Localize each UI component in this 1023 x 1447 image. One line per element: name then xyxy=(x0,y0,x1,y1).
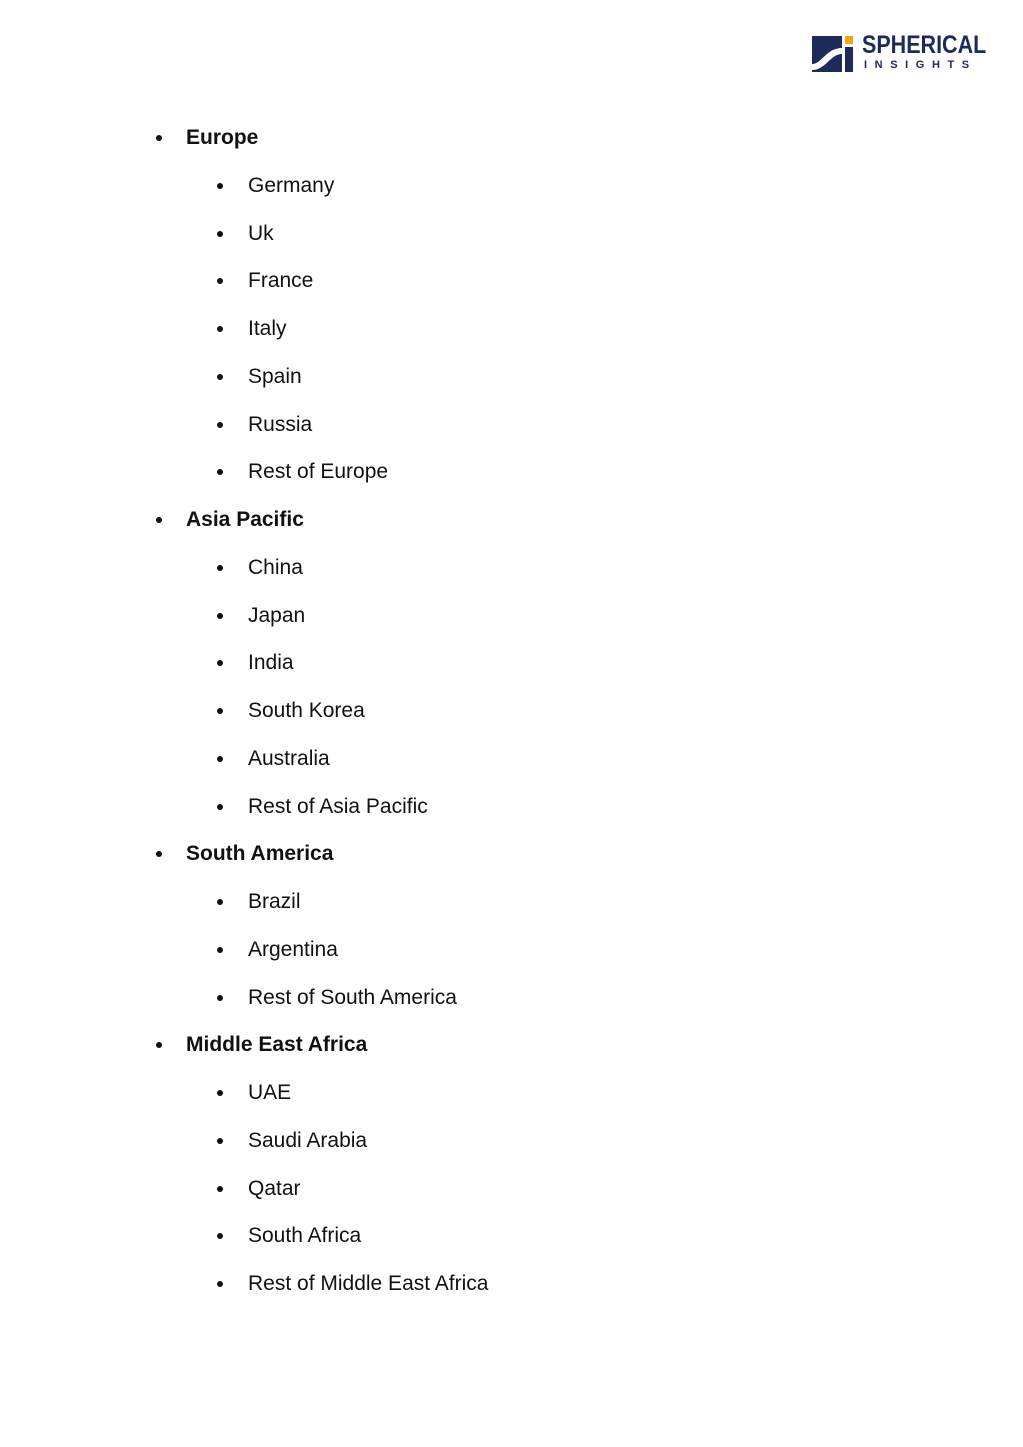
bullet-icon xyxy=(217,947,223,953)
country-item xyxy=(0,450,1023,498)
bullet-icon xyxy=(217,469,223,475)
region-label: Europe xyxy=(186,126,259,149)
brand-logo xyxy=(812,32,992,74)
region-list xyxy=(0,116,1023,1310)
bullet-icon xyxy=(217,231,223,237)
bullet-icon xyxy=(217,660,223,666)
country-item xyxy=(0,880,1023,928)
country-label: Rest of South America xyxy=(248,985,457,1009)
country-label: Qatar xyxy=(248,1176,301,1200)
country-item xyxy=(0,1071,1023,1119)
country-label: Australia xyxy=(248,746,330,770)
country-item xyxy=(0,1262,1023,1310)
country-item xyxy=(0,307,1023,355)
country-item xyxy=(0,641,1023,689)
bullet-icon xyxy=(156,517,162,523)
country-item xyxy=(0,259,1023,307)
country-label: Saudi Arabia xyxy=(248,1128,368,1152)
spherical-insights-logo-icon xyxy=(812,34,854,72)
bullet-icon xyxy=(156,851,162,857)
brand-name: SPHERICAL xyxy=(862,31,987,59)
country-label: UAE xyxy=(248,1081,292,1104)
bullet-icon xyxy=(217,422,223,428)
country-label: Argentina xyxy=(248,937,338,961)
bullet-icon xyxy=(217,899,223,905)
bullet-icon xyxy=(217,613,223,619)
region-item xyxy=(0,498,1023,546)
country-item xyxy=(0,546,1023,594)
bullet-icon xyxy=(217,1090,223,1096)
brand-subtitle: INSIGHTS xyxy=(864,59,977,71)
bullet-icon xyxy=(217,804,223,810)
bullet-icon xyxy=(156,1042,162,1048)
bullet-icon xyxy=(217,183,223,189)
bullet-icon xyxy=(217,326,223,332)
country-label: South Africa xyxy=(248,1224,362,1248)
region-label: Asia Pacific xyxy=(186,508,304,531)
country-label: India xyxy=(248,651,294,675)
bullet-icon xyxy=(217,995,223,1001)
bullet-icon xyxy=(217,756,223,762)
country-item xyxy=(0,928,1023,976)
country-item xyxy=(0,1119,1023,1167)
country-label: Rest of Europe xyxy=(248,460,389,484)
country-item xyxy=(0,164,1023,212)
bullet-icon xyxy=(217,1233,223,1239)
country-label: Uk xyxy=(248,221,274,245)
region-item xyxy=(0,1023,1023,1071)
country-label: Italy xyxy=(248,317,287,340)
bullet-icon xyxy=(217,1138,223,1144)
country-item xyxy=(0,1167,1023,1215)
bullet-icon xyxy=(217,374,223,380)
bullet-icon xyxy=(217,565,223,571)
country-item xyxy=(0,355,1023,403)
country-label: Rest of Middle East Africa xyxy=(248,1272,489,1295)
country-label: Germany xyxy=(248,173,335,197)
country-label: Rest of Asia Pacific xyxy=(248,794,428,818)
country-item xyxy=(0,689,1023,737)
region-label: South America xyxy=(186,842,334,866)
country-item xyxy=(0,1214,1023,1262)
region-item xyxy=(0,832,1023,880)
country-item xyxy=(0,403,1023,451)
country-item xyxy=(0,785,1023,833)
bullet-icon xyxy=(156,135,162,141)
country-label: South Korea xyxy=(248,699,365,722)
bullet-icon xyxy=(217,1281,223,1287)
country-label: Spain xyxy=(248,364,302,388)
country-label: Russia xyxy=(248,412,313,436)
country-label: France xyxy=(248,269,314,293)
country-item xyxy=(0,737,1023,785)
region-item xyxy=(0,116,1023,164)
country-item xyxy=(0,976,1023,1024)
bullet-icon xyxy=(217,1186,223,1192)
country-item xyxy=(0,212,1023,260)
bullet-icon xyxy=(217,708,223,714)
country-label: Brazil xyxy=(248,890,301,913)
region-label: Middle East Africa xyxy=(186,1033,368,1057)
country-item xyxy=(0,594,1023,642)
country-label: Japan xyxy=(248,603,306,627)
bullet-icon xyxy=(217,278,223,284)
country-label: China xyxy=(248,555,303,579)
